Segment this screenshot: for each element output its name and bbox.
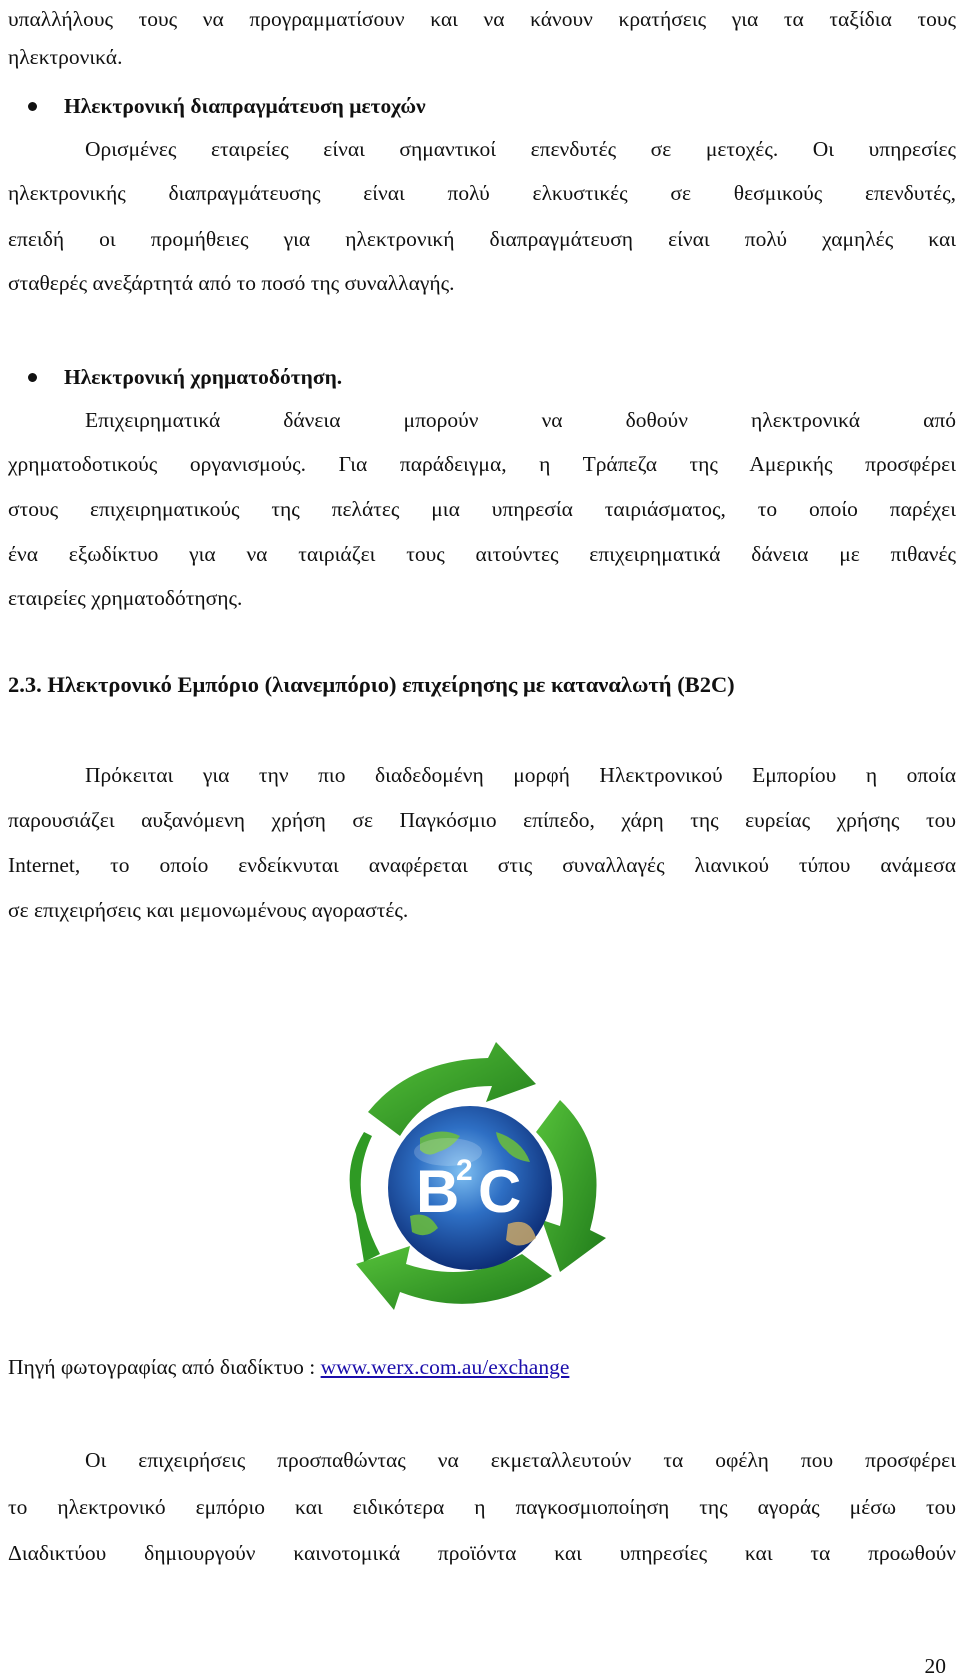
svg-text:B: B xyxy=(416,1158,460,1225)
b2c-logo-image xyxy=(260,1040,680,1330)
paragraph-line: σε επιχειρήσεις και μεμονωμένους αγοραστές. xyxy=(8,898,409,922)
paragraph-line: Ορισμένες εταιρείες είναι σημαντικοί επενδυτές σε μετοχές. Οι υπηρεσίες xyxy=(85,137,956,161)
globe-icon xyxy=(388,1106,552,1270)
paragraph-line: Πρόκειται για την πιο διαδεδομένη μορφή Ηλεκτρονικού Εμπορίου η οποία xyxy=(85,763,956,787)
source-label: Πηγή φωτογραφίας από διαδίκτυο : xyxy=(8,1355,316,1379)
paragraph-line: σταθερές ανεξάρτητά από το ποσό της συναλλαγής. xyxy=(8,271,455,295)
source-link[interactable]: www.werx.com.au/exchange xyxy=(320,1355,570,1379)
paragraph-line: επειδή οι προμήθειες για ηλεκτρονική διαπραγμάτευση είναι πολύ χαμηλές και xyxy=(8,227,956,251)
paragraph-line: υπαλλήλους τους να προγραμματίσουν και να κάνουν κρατήσεις για τα ταξίδια τους xyxy=(8,7,956,31)
paragraph-line: Internet, το οποίο ενδείκνυται αναφέρεται στις συναλλαγές λιανικού τύπου ανάμεσα xyxy=(8,853,956,877)
paragraph-line: ένα εξωδίκτυο για να ταιριάζει τους αιτούντες επιχειρηματικά δάνεια με πιθανές xyxy=(8,542,956,566)
svg-text:2: 2 xyxy=(456,1154,473,1187)
paragraph-line: Επιχειρηματικά δάνεια μπορούν να δοθούν ηλεκτρονικά από xyxy=(85,408,956,432)
paragraph-line: Διαδικτύου δημιουργούν καινοτομικά προϊόντα και υπηρεσίες και τα προωθούν xyxy=(8,1541,956,1565)
page-number: 20 xyxy=(924,1654,946,1678)
bullet-heading-financing: Ηλεκτρονική χρηματοδότηση. xyxy=(64,365,343,389)
section-heading: 2.3. Ηλεκτρονικό Εμπόριο (λιανεμπόριο) επιχείρησης με καταναλωτή (B2C) xyxy=(8,672,735,697)
bullet-heading-stock-trading: Ηλεκτρονική διαπραγμάτευση μετοχών xyxy=(64,94,426,118)
paragraph-line: ηλεκτρονικά. xyxy=(8,45,123,69)
paragraph-line: ηλεκτρονικής διαπραγμάτευσης είναι πολύ ελκυστικές σε θεσμικούς επενδυτές, xyxy=(8,181,956,205)
paragraph-line: το ηλεκτρονικό εμπόριο και ειδικότερα η παγκοσμιοποίηση της αγοράς μέσω του xyxy=(8,1495,956,1519)
paragraph-line: χρηματοδοτικούς οργανισμούς. Για παράδειγμα, η Τράπεζα της Αμερικής προσφέρει xyxy=(8,452,956,476)
paragraph-line: εταιρείες χρηματοδότησης. xyxy=(8,586,243,610)
paragraph-line: παρουσιάζει αυξανόμενη χρήση σε Παγκόσμιο επίπεδο, χάρη της ευρείας χρήσης του xyxy=(8,808,956,832)
b2c-recycle-globe-figure xyxy=(260,1040,680,1330)
bullet-dot-icon xyxy=(28,373,37,382)
bullet-dot-icon xyxy=(28,102,37,111)
paragraph-line: στους επιχειρηματικούς της πελάτες μια υπηρεσία ταιριάσματος, το οποίο παρέχει xyxy=(8,497,956,521)
image-source-caption xyxy=(8,1352,569,1382)
svg-text:C: C xyxy=(478,1158,522,1225)
paragraph-line: Οι επιχειρήσεις προσπαθώντας να εκμεταλλευτούν τα οφέλη που προσφέρει xyxy=(85,1448,956,1472)
